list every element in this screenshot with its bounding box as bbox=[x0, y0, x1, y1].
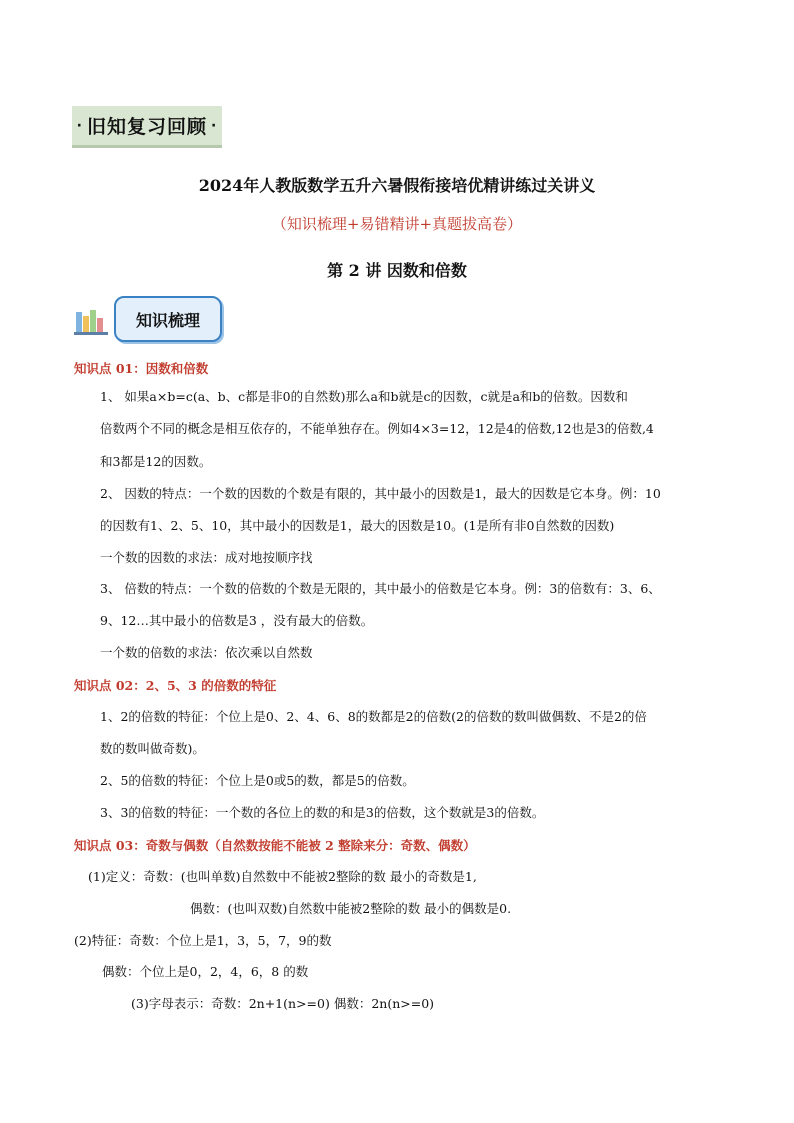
kp1-p2-line1: 2、 因数的特点：一个数的因数的个数是有限的，其中最小的因数是1，最大的因数是它本身。例：10 bbox=[100, 486, 661, 501]
kp3-title: 知识点 03：奇数与偶数（自然数按能不能被 2 整除来分：奇数、偶数） bbox=[74, 838, 476, 853]
kp1-p1-line2: 倍数两个不同的概念是相互依存的，不能单独存在。例如4×3=12，12是4的倍数,12也是3的倍数,4 bbox=[100, 421, 654, 436]
kp3-line5: (3)字母表示：奇数：2n+1(n>=0) 偶数：2n(n>=0) bbox=[131, 996, 435, 1011]
document-subtitle: （知识梳理+易错精讲+真题拔高卷） bbox=[271, 215, 523, 233]
kp2-line3: 2、5的倍数的特征：个位上是0或5的数，都是5的倍数。 bbox=[100, 773, 415, 788]
badge-dot-right: · bbox=[211, 117, 218, 134]
kp2-line1: 1、2的倍数的特征：个位上是0、2、4、6、8的数都是2的倍数(2的倍数的数叫做偶数、不是2的倍 bbox=[100, 709, 647, 724]
kp1-p1-line1: 1、 如果a×b=c(a、b、c都是非0的自然数)那么a和b就是c的因数，c就是a和b的倍数。因数和 bbox=[100, 389, 628, 404]
lecture-title: 第 2 讲 因数和倍数 bbox=[327, 261, 467, 280]
kp3-line1: (1)定义：奇数：(也叫单数)自然数中不能被2整除的数 最小的奇数是1, bbox=[88, 869, 477, 884]
book-stack-icon bbox=[74, 306, 110, 336]
kp1-p3-line2: 9、12…其中最小的倍数是3 ，没有最大的倍数。 bbox=[100, 613, 374, 628]
section-header bbox=[74, 296, 224, 344]
kp2-title: 知识点 02：2、5、3 的倍数的特征 bbox=[74, 678, 277, 693]
kp1-p1-line3: 和3都是12的因数。 bbox=[100, 454, 212, 469]
kp3-line4: 偶数：个位上是0，2，4，6，8 的数 bbox=[102, 964, 309, 979]
kp3-line3: (2)特征：奇数：个位上是1，3，5，7，9的数 bbox=[74, 933, 332, 948]
review-badge bbox=[72, 106, 222, 148]
kp1-p3-line3: 一个数的倍数的求法：依次乘以自然数 bbox=[100, 645, 313, 660]
section-label: 知识梳理 bbox=[114, 296, 222, 342]
kp3-line2: 偶数：(也叫双数)自然数中能被2整除的数 最小的偶数是0. bbox=[190, 901, 512, 916]
kp1-p3-line1: 3、 倍数的特点：一个数的倍数的个数是无限的，其中最小的倍数是它本身。例：3的倍数有：3、6、 bbox=[100, 581, 661, 596]
kp1-title: 知识点 01：因数和倍数 bbox=[74, 361, 209, 376]
kp1-p2-line3: 一个数的因数的求法：成对地按顺序找 bbox=[100, 550, 313, 565]
badge-dot-left: · bbox=[76, 117, 83, 134]
kp2-line2: 数的数叫做奇数)。 bbox=[100, 741, 205, 756]
badge-label: 旧知复习回顾 bbox=[86, 116, 207, 138]
kp2-line4: 3、3的倍数的特征：一个数的各位上的数的和是3的倍数，这个数就是3的倍数。 bbox=[100, 805, 545, 820]
kp1-p2-line2: 的因数有1、2、5、10，其中最小的因数是1，最大的因数是10。(1是所有非0自然数的因数) bbox=[100, 518, 615, 533]
document-title: 2024年人教版数学五升六暑假衔接培优精讲练过关讲义 bbox=[198, 176, 596, 195]
